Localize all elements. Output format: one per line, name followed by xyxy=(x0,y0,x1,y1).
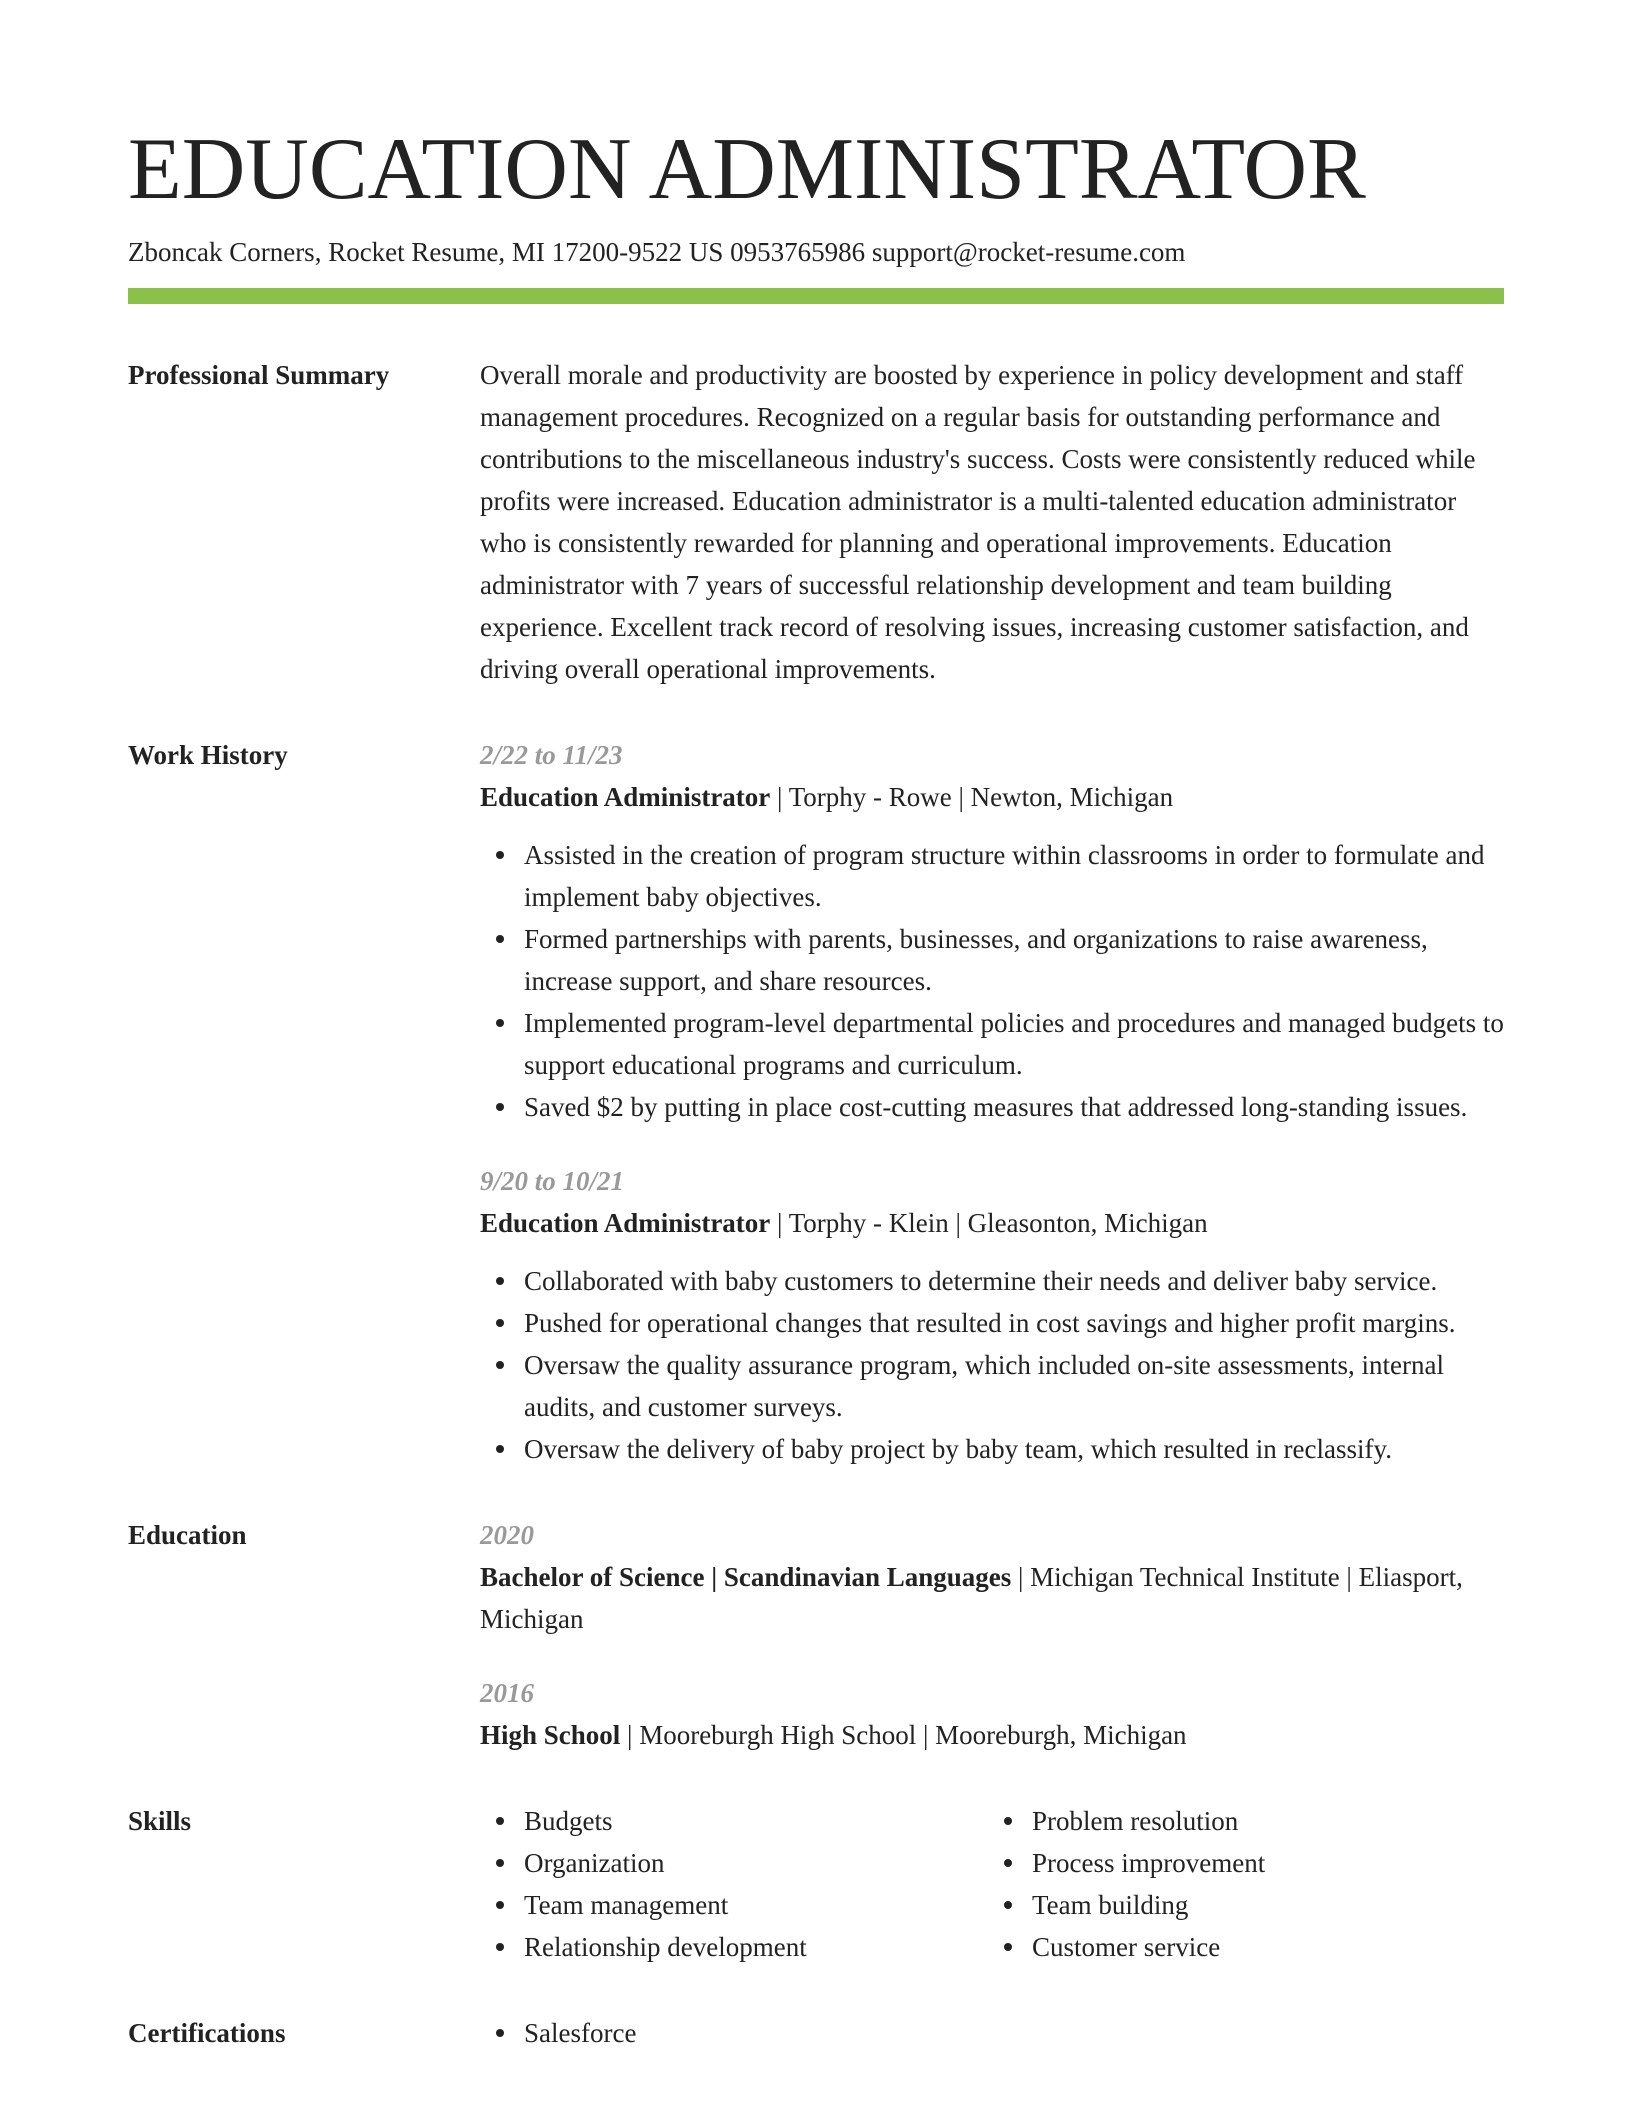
certifications-body xyxy=(480,2012,1504,2054)
list-item: Collaborated with baby customers to determine their needs and deliver baby service. xyxy=(524,1260,1504,1302)
section-label-summary: Professional Summary xyxy=(128,360,390,390)
job-entry xyxy=(480,734,1504,1128)
skills-column-1 xyxy=(480,1800,984,1968)
education-degree: High School xyxy=(480,1720,621,1750)
list-item: Team building xyxy=(1032,1884,1482,1926)
list-item: Saved $2 by putting in place cost-cutting measures that addressed long-standing issues. xyxy=(524,1086,1504,1128)
section-label-education: Education xyxy=(128,1520,247,1550)
resume-page xyxy=(128,120,1504,2054)
list-item: Implemented program-level departmental policies and procedures and managed budgets to support educational programs and curriculum. xyxy=(524,1002,1504,1086)
job-dates: 2/22 to 11/23 xyxy=(480,740,623,770)
summary-section xyxy=(128,354,1504,690)
list-item: Customer service xyxy=(1032,1926,1482,1968)
section-label-certifications: Certifications xyxy=(128,2018,286,2048)
list-item: Relationship development xyxy=(524,1926,984,1968)
list-item: Oversaw the quality assurance program, which included on-site assessments, internal audits, and customer surveys. xyxy=(524,1344,1504,1428)
job-role-line xyxy=(480,1202,1504,1244)
skills-column-2 xyxy=(988,1800,1482,1968)
certifications-section xyxy=(128,2012,1504,2054)
education-degree: Bachelor of Science | Scandinavian Languages xyxy=(480,1562,1012,1592)
summary-body xyxy=(480,354,1504,690)
list-item: Team management xyxy=(524,1884,984,1926)
resume-title: EDUCATION ADMINISTRATOR xyxy=(128,121,1366,218)
list-item: Budgets xyxy=(524,1800,984,1842)
list-item: Problem resolution xyxy=(1032,1800,1482,1842)
list-item: Salesforce xyxy=(524,2012,1504,2054)
job-title: Education Administrator xyxy=(480,1208,771,1238)
skills-body xyxy=(480,1800,1504,1968)
job-bullets xyxy=(480,834,1504,1128)
list-item: Pushed for operational changes that resulted in cost savings and higher profit margins. xyxy=(524,1302,1504,1344)
education-line xyxy=(480,1556,1504,1640)
work-history-section xyxy=(128,734,1504,1470)
job-details: | Torphy - Klein | Gleasonton, Michigan xyxy=(770,1208,1208,1238)
education-body xyxy=(480,1514,1504,1756)
job-entry xyxy=(480,1160,1504,1470)
list-item: Assisted in the creation of program structure within classrooms in order to formulate and implement baby objectives. xyxy=(524,834,1504,918)
education-year: 2020 xyxy=(480,1520,534,1550)
education-line xyxy=(480,1714,1504,1756)
work-history-body xyxy=(480,734,1504,1470)
education-section xyxy=(128,1514,1504,1756)
section-label-work: Work History xyxy=(128,740,288,770)
certifications-list xyxy=(480,2012,1504,2054)
list-item: Oversaw the delivery of baby project by baby team, which resulted in reclassify. xyxy=(524,1428,1504,1470)
job-title: Education Administrator xyxy=(480,782,771,812)
job-dates: 9/20 to 10/21 xyxy=(480,1166,625,1196)
job-role-line xyxy=(480,776,1504,818)
job-bullets xyxy=(480,1260,1504,1470)
education-details: | Mooreburgh High School | Mooreburgh, Michigan xyxy=(620,1720,1187,1750)
education-details: | Michigan Technical Institute | Eliasport, Michigan xyxy=(480,1562,1463,1634)
accent-divider xyxy=(128,288,1504,304)
contact-line: Zboncak Corners, Rocket Resume, MI 17200-9522 US 0953765986 support@rocket-resume.com xyxy=(128,237,1186,267)
education-entry xyxy=(480,1672,1504,1756)
skills-section xyxy=(128,1800,1504,1968)
list-item: Process improvement xyxy=(1032,1842,1482,1884)
summary-text: Overall morale and productivity are boosted by experience in policy development and staff management procedures. Recognized on a regular basis for outstanding performance and contributions to the miscellaneous industry's success. Costs were consistently reduced while profits were increased. Education administrator is a multi-talented education administrator who is consistently rewarded for planning and operational improvements. Education administrator with 7 years of successful relationship development and team building experience. Excellent track record of resolving issues, increasing customer satisfaction, and driving overall operational improvements. xyxy=(480,360,1476,684)
list-item: Organization xyxy=(524,1842,984,1884)
section-label-skills: Skills xyxy=(128,1806,192,1836)
education-entry xyxy=(480,1514,1504,1640)
list-item: Formed partnerships with parents, businesses, and organizations to raise awareness, increase support, and share resources. xyxy=(524,918,1504,1002)
job-details: | Torphy - Rowe | Newton, Michigan xyxy=(770,782,1174,812)
education-year: 2016 xyxy=(480,1678,534,1708)
